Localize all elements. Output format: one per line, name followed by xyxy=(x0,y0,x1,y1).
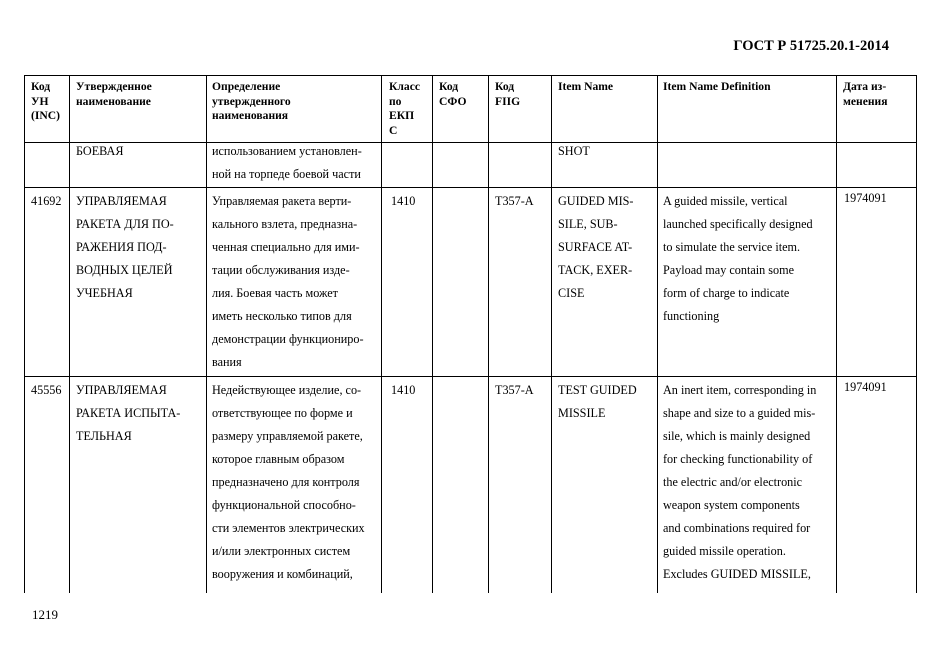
column-divider xyxy=(836,76,837,593)
page-number: 1219 xyxy=(32,607,58,622)
column-divider xyxy=(488,76,489,593)
table-cell-definition: Недействующее изделие, со- ответствующее по форме и размеру управляемой ракете, которое главным образом предназначено для контроля функциональной способно- сти элементов электрических и/или электронных систем вооружения и комбинаций, xyxy=(212,383,365,581)
table-cell-name: БОЕВАЯ xyxy=(76,144,124,158)
row-divider xyxy=(25,187,916,188)
standard-number: ГОСТ Р 51725.20.1-2014 xyxy=(733,38,889,54)
table-cell-item-name: SHOT xyxy=(558,144,590,158)
row-divider xyxy=(25,376,916,377)
table-cell-inc: 45556 xyxy=(31,383,62,397)
table-cell-fiig: T357-A xyxy=(495,383,534,397)
column-divider xyxy=(206,76,207,593)
column-header-date: Дата из- менения xyxy=(843,80,888,108)
table-cell-definition: Управляемая ракета верти- кального взлета, предназна- ченная специально для ими- тации обслуживания изде- лия. Боевая часть может иметь несколько типов для демонстрации функциониро- вания xyxy=(212,194,364,369)
table-cell-name: УПРАВЛЯЕМАЯ РАКЕТА ИСПЫТА- ТЕЛЬНАЯ xyxy=(76,383,181,443)
column-divider xyxy=(657,76,658,593)
data-table xyxy=(24,75,917,593)
column-header-approved-name: Утвержденное наименование xyxy=(76,80,152,108)
table-cell-class: 1410 xyxy=(391,383,416,397)
table-cell-inc: 41692 xyxy=(31,194,62,208)
table-cell-definition: использованием установлен- ной на торпеде боевой части xyxy=(212,144,362,181)
table-cell-name: УПРАВЛЯЕМАЯ РАКЕТА ДЛЯ ПО- РАЖЕНИЯ ПОД- ВОДНЫХ ЦЕЛЕЙ УЧЕБНАЯ xyxy=(76,194,174,300)
column-divider xyxy=(551,76,552,593)
column-header-item-name-definition: Item Name Definition xyxy=(663,80,771,93)
table-cell-date: 1974091 xyxy=(844,380,887,394)
table-cell-fiig: T357-A xyxy=(495,194,534,208)
table-cell-item-name-definition: A guided missile, vertical launched specifically designed to simulate the service item. Payload may contain some form of charge to indicate functioning xyxy=(663,194,813,323)
table-cell-item-name: GUIDED MIS- SILE, SUB- SURFACE AT- TACK, EXER- CISE xyxy=(558,194,634,300)
table-cell-item-name-definition: An inert item, corresponding in shape and size to a guided mis- sile, which is mainly designed for checking functionability of the electric and/or electronic weapon system components and combinations required for guided missile operation. Excludes GUIDED MISSILE, xyxy=(663,383,817,581)
column-divider xyxy=(69,76,70,593)
table-cell-date: 1974091 xyxy=(844,191,887,205)
column-header-sfo: Код СФО xyxy=(439,80,467,108)
row-divider xyxy=(25,142,916,143)
table-cell-item-name: TEST GUIDED MISSILE xyxy=(558,383,637,420)
table-cell-class: 1410 xyxy=(391,194,416,208)
column-header-item-name: Item Name xyxy=(558,80,614,93)
column-header-definition: Определение утвержденного наименования xyxy=(212,80,291,122)
column-divider xyxy=(432,76,433,593)
column-header-inc: Код УН (INC) xyxy=(31,80,60,122)
column-divider xyxy=(381,76,382,593)
column-header-fiig: Код FIIG xyxy=(495,80,521,108)
column-header-class: Класс по ЕКП С xyxy=(389,80,420,137)
